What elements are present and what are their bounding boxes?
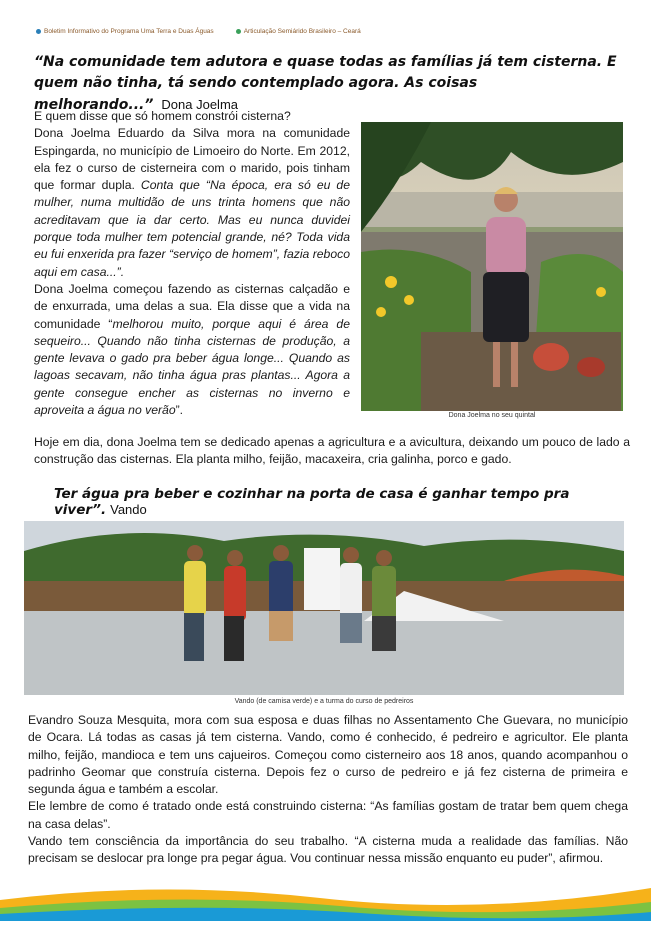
quote-text: “Na comunidade tem adutora e quase todas as famílias já tem cisterna. E quem não tinha, tá sendo contemplado agora. As coisas melhorando...” (34, 54, 617, 113)
header-right: Articulação Semiárido Brasileiro – Ceará (236, 28, 361, 35)
paragraph-intro: E quem disse que só homem constrói cisterna? (34, 109, 291, 123)
photo-joelma-illustration (361, 122, 623, 411)
photo-joelma-backyard (361, 122, 623, 411)
photo-vando-team (24, 521, 624, 695)
article-vando-text (28, 712, 628, 868)
paragraph-joelma-work: Dona Joelma começou fazendo as cisternas calçadão e de enxurrada, uma delas a sua. Ela disse que a vida na comunidade “melhorou muito, porque aqui é área de sequeiro... Quando não tinha cisternas de produção, a gente levava o gado pra beber água longe... Quando as lagoas secavam, não tinha água pras plantas... Agora a gente consegue encher as cisternas no inverno e aproveita a água no verão”. (34, 281, 350, 418)
paragraph-joelma-bio: Dona Joelma Eduardo da Silva mora na comunidade Espingarda, no município de Limoeiro do Norte. Em 2012, ela fez o curso de cisterneira com o marido, pois tinham que formar dupla. Conta que “Na época, era só eu de mulher, numa multidão de uns trinta homens que não acreditavam que ia dar certo. Mas eu nunca duvidei porque toda mulher tem potencial grande, né? Toda vida eu fui enxerida pra fazer “serviço de homem”, fazia reboco aqui em casa...”. (34, 126, 350, 279)
pull-quote-joelma (34, 52, 628, 116)
wave-decoration-icon (0, 880, 651, 921)
footer-wave-decoration (0, 880, 651, 921)
photo-vando-caption: Vando (de camisa verde) e a turma do curso de pedreiros (234, 698, 414, 705)
quote-text: Ter água pra beber e cozinhar na porta de casa é ganhar tempo pra viver”. (54, 486, 570, 518)
photo-joelma-caption: Dona Joelma no seu quintal (448, 412, 536, 419)
photo-vando-illustration (24, 521, 624, 695)
paragraph-vando-mission: Vando tem consciência da importância do seu trabalho. “A cisterna muda a realidade das famílias. Não precisam se deslocar pra longe pra pegar água. Vou continuar nessa missão enquanto eu puder”, afirmou. (28, 834, 628, 866)
paragraph-vando-bio: Evandro Souza Mesquita, mora com sua esposa e duas filhas no Assentamento Che Guevara, no município de Ocara. Lá todas as casas já tem cisterna. Vando, como é conhecido, é pedreiro e agricultor. Ele planta milho, feijão, mandioca e tem uns cajueiros. Começou como cisterneiro aos 18 anos, quando acompanhou o padrinho Geomar que construía cisterna. Depois fez o curso de pedreiro e já fez cisterna de primeira e segunda água e também a escolar. (28, 713, 628, 797)
green-dot-icon (236, 29, 241, 34)
paragraph-vando-treatment: Ele lembre de como é tratado onde está construindo cisterna: “As famílias gostam de tratar bem quem chega na casa delas”. (28, 799, 628, 831)
bulletin-header (36, 28, 361, 35)
blue-dot-icon (36, 29, 41, 34)
quote-author: Vando (110, 502, 147, 517)
header-left: Boletim Informativo do Programa Uma Terra e Duas Águas (36, 28, 214, 35)
paragraph-joelma-today: Hoje em dia, dona Joelma tem se dedicado apenas a agricultura e a avicultura, deixando um pouco de lado a construção das cisternas. Ela planta milho, feijão, macaxeira, cria galinha, porco e gado. (34, 435, 630, 467)
pull-quote-vando (54, 486, 614, 518)
article-joelma-text (34, 108, 350, 419)
quote-author: Dona Joelma (161, 97, 239, 112)
